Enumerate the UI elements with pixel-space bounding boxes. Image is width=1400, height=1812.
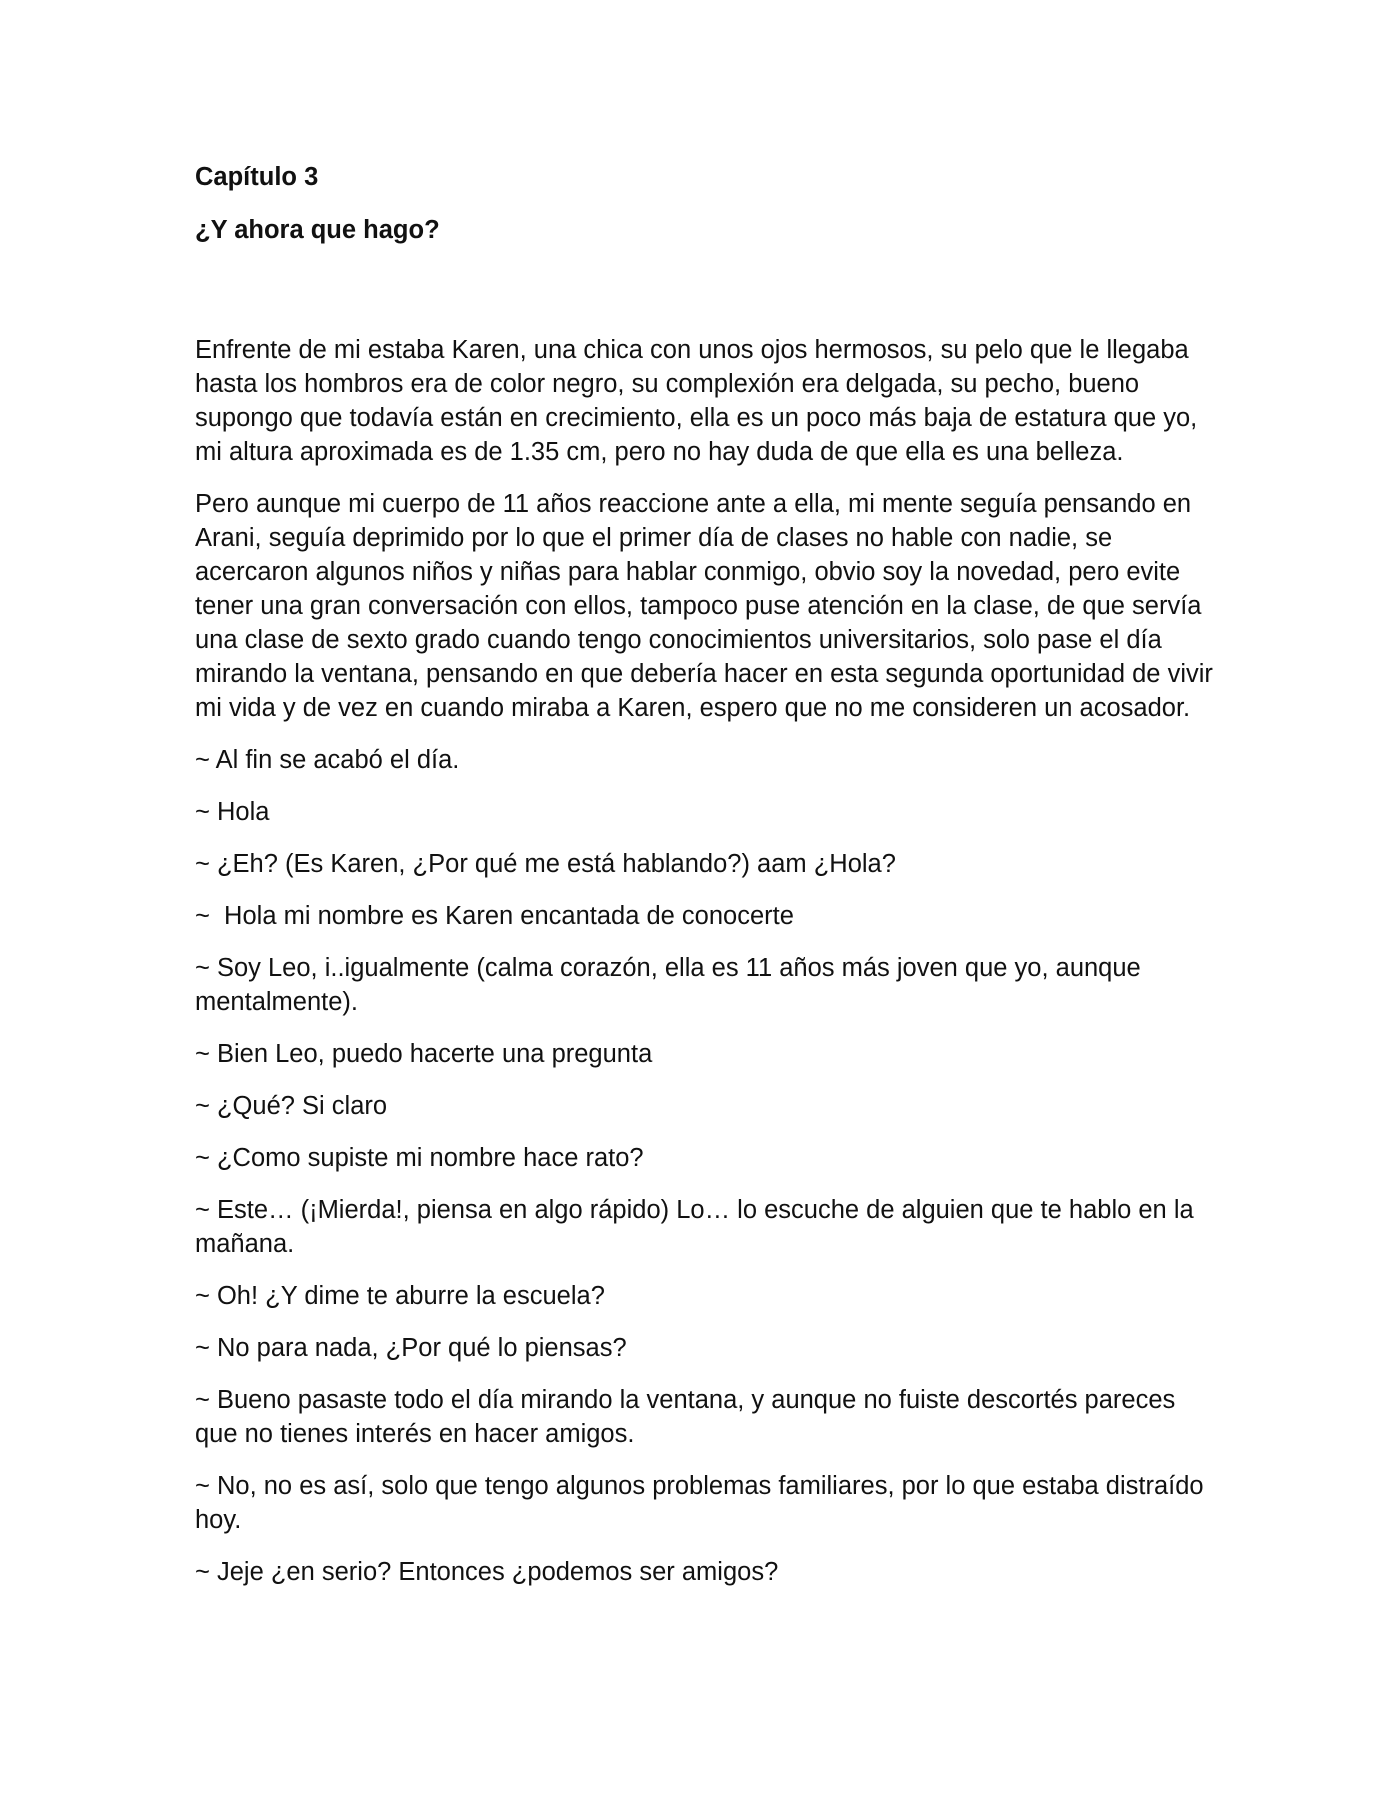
- dialogue-line: ~ Este… (¡Mierda!, piensa en algo rápido) Lo… lo escuche de alguien que te hablo en la mañana.: [195, 1196, 1194, 1258]
- dialogue-line: ~ Hola mi nombre es Karen encantada de conocerte: [195, 902, 794, 930]
- dialogue-line: ~ No para nada, ¿Por qué lo piensas?: [195, 1334, 627, 1362]
- dialogue-line: ~ ¿Qué? Si claro: [195, 1092, 388, 1120]
- dialogue-line: ~ Soy Leo, i..igualmente (calma corazón, ella es 11 años más joven que yo, aunque mentalmente).: [195, 954, 1141, 1016]
- dialogue-line: ~ Bien Leo, puedo hacerte una pregunta: [195, 1040, 653, 1068]
- chapter-subtitle: ¿Y ahora que hago?: [195, 216, 440, 244]
- page-content: [195, 160, 1215, 1607]
- narrative-paragraph: Pero aunque mi cuerpo de 11 años reaccione ante a ella, mi mente seguía pensando en Arani, seguía deprimido por lo que el primer día de clases no hable con nadie, se acercaron algunos niños y niñas para hablar conmigo, obvio soy la novedad, pero evite tener una gran conversación con ellos, tampoco puse atención en la clase, de que servía una clase de sexto grado cuando tengo conocimientos universitarios, solo pase el día mirando la ventana, pensando en que debería hacer en esta segunda oportunidad de vivir mi vida y de vez en cuando miraba a Karen, espero que no me consideren un acosador.: [195, 490, 1213, 722]
- dialogue-line: ~ No, no es así, solo que tengo algunos problemas familiares, por lo que estaba distraído hoy.: [195, 1472, 1204, 1534]
- dialogue-line: ~ ¿Como supiste mi nombre hace rato?: [195, 1144, 644, 1172]
- dialogue-line: ~ Jeje ¿en serio? Entonces ¿podemos ser amigos?: [195, 1558, 779, 1586]
- chapter-title: Capítulo 3: [195, 163, 319, 191]
- narrative-paragraph: Enfrente de mi estaba Karen, una chica con unos ojos hermosos, su pelo que le llegaba hasta los hombros era de color negro, su complexión era delgada, su pecho, bueno supongo que todavía están en crecimiento, ella es un poco más baja de estatura que yo, mi altura aproximada es de 1.35 cm, pero no hay duda de que ella es una belleza.: [195, 336, 1198, 466]
- dialogue-line: ~ Oh! ¿Y dime te aburre la escuela?: [195, 1282, 605, 1310]
- dialogue-line: ~ Hola: [195, 798, 270, 826]
- dialogue-line: ~ Al fin se acabó el día.: [195, 746, 460, 774]
- dialogue-line: ~ Bueno pasaste todo el día mirando la ventana, y aunque no fuiste descortés pareces que no tienes interés en hacer amigos.: [195, 1386, 1176, 1448]
- dialogue-line: ~ ¿Eh? (Es Karen, ¿Por qué me está hablando?) aam ¿Hola?: [195, 850, 896, 878]
